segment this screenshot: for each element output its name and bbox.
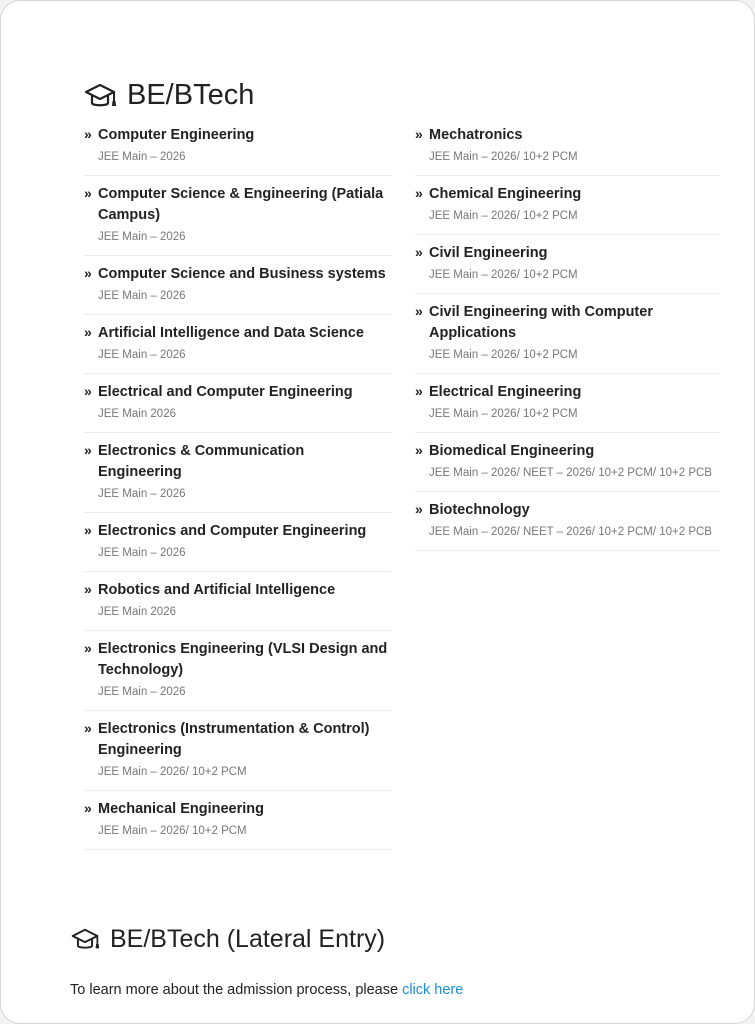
program-title: Computer Science & Engineering (Patiala Campus) xyxy=(98,186,384,223)
bullet-marker: » xyxy=(415,383,423,399)
bullet-marker: » xyxy=(84,720,92,736)
program-item xyxy=(415,433,720,492)
section-heading xyxy=(83,79,254,112)
program-eligibility: JEE Main 2026 xyxy=(98,408,176,420)
program-title: Civil Engineering xyxy=(429,245,548,261)
graduation-cap-icon xyxy=(83,81,117,111)
program-item xyxy=(84,791,391,850)
program-item xyxy=(84,572,391,631)
program-item xyxy=(84,513,391,572)
program-item xyxy=(84,374,391,433)
program-eligibility: JEE Main – 2026/ 10+2 PCM xyxy=(98,825,247,837)
graduation-cap-icon xyxy=(70,926,100,953)
bullet-marker: » xyxy=(84,581,92,597)
program-title: Electronics and Computer Engineering xyxy=(98,523,367,539)
program-title: Mechanical Engineering xyxy=(98,801,264,817)
program-title: Electronics (Instrumentation & Control) Engineering xyxy=(98,721,370,758)
program-eligibility: JEE Main 2026 xyxy=(98,606,176,618)
program-title: Biotechnology xyxy=(429,502,530,518)
program-eligibility: JEE Main – 2026 xyxy=(98,488,186,500)
program-item xyxy=(415,117,720,176)
program-list-left xyxy=(84,117,391,850)
program-eligibility: JEE Main – 2026 xyxy=(98,547,186,559)
program-eligibility: JEE Main – 2026 xyxy=(98,231,186,243)
program-eligibility: JEE Main – 2026/ 10+2 PCM xyxy=(429,210,578,222)
program-item xyxy=(415,235,720,294)
bullet-marker: » xyxy=(415,185,423,201)
bullet-marker: » xyxy=(84,522,92,538)
program-eligibility: JEE Main – 2026 xyxy=(98,686,186,698)
program-title: Chemical Engineering xyxy=(429,186,582,202)
program-eligibility: JEE Main – 2026/ NEET – 2026/ 10+2 PCM/ 10+2 PCB xyxy=(429,526,712,538)
program-item xyxy=(84,256,391,315)
click-here-link[interactable]: click here xyxy=(402,981,464,998)
program-item xyxy=(415,374,720,433)
program-title: Computer Engineering xyxy=(98,127,255,143)
program-item xyxy=(84,315,391,374)
admission-info-text: To learn more about the admission process, please xyxy=(70,981,403,998)
program-title: Electrical Engineering xyxy=(429,384,582,400)
program-title: Electrical and Computer Engineering xyxy=(98,384,353,400)
program-title: Biomedical Engineering xyxy=(429,443,595,459)
bullet-marker: » xyxy=(84,126,92,142)
bullet-marker: » xyxy=(415,244,423,260)
program-item xyxy=(84,433,391,513)
bullet-marker: » xyxy=(415,501,423,517)
program-eligibility: JEE Main – 2026/ 10+2 PCM xyxy=(98,766,247,778)
bullet-marker: » xyxy=(84,324,92,340)
program-eligibility: JEE Main – 2026 xyxy=(98,290,186,302)
program-eligibility: JEE Main – 2026/ 10+2 PCM xyxy=(429,151,578,163)
lateral-title: BE/BTech (Lateral Entry) xyxy=(110,925,386,953)
program-item xyxy=(84,176,391,256)
program-item xyxy=(84,631,391,711)
admission-info xyxy=(70,982,463,998)
program-title: Electronics & Communication Engineering xyxy=(98,443,305,480)
program-title: Computer Science and Business systems xyxy=(98,266,386,282)
program-eligibility: JEE Main – 2026/ 10+2 PCM xyxy=(429,349,578,361)
program-title: Civil Engineering with Computer Applications xyxy=(429,304,653,341)
bullet-marker: » xyxy=(84,640,92,656)
program-eligibility: JEE Main – 2026 xyxy=(98,151,186,163)
program-item xyxy=(84,117,391,176)
program-eligibility: JEE Main – 2026/ 10+2 PCM xyxy=(429,269,578,281)
bullet-marker: » xyxy=(84,800,92,816)
bullet-marker: » xyxy=(415,126,423,142)
bullet-marker: » xyxy=(84,383,92,399)
section-title: BE/BTech xyxy=(127,79,255,111)
program-title: Robotics and Artificial Intelligence xyxy=(98,582,336,598)
bullet-marker: » xyxy=(84,442,92,458)
program-item xyxy=(415,492,720,551)
lateral-heading xyxy=(70,925,385,954)
program-eligibility: JEE Main – 2026/ NEET – 2026/ 10+2 PCM/ 10+2 PCB xyxy=(429,467,712,479)
bullet-marker: » xyxy=(84,265,92,281)
program-eligibility: JEE Main – 2026 xyxy=(98,349,186,361)
bullet-marker: » xyxy=(415,442,423,458)
program-item xyxy=(415,294,720,374)
program-list-right xyxy=(415,117,720,551)
program-title: Mechatronics xyxy=(429,127,523,143)
program-item xyxy=(84,711,391,791)
program-item xyxy=(415,176,720,235)
program-eligibility: JEE Main – 2026/ 10+2 PCM xyxy=(429,408,578,420)
program-title: Electronics Engineering (VLSI Design and Technology) xyxy=(98,641,388,678)
bullet-marker: » xyxy=(415,303,423,319)
bullet-marker: » xyxy=(84,185,92,201)
program-title: Artificial Intelligence and Data Science xyxy=(98,325,364,341)
